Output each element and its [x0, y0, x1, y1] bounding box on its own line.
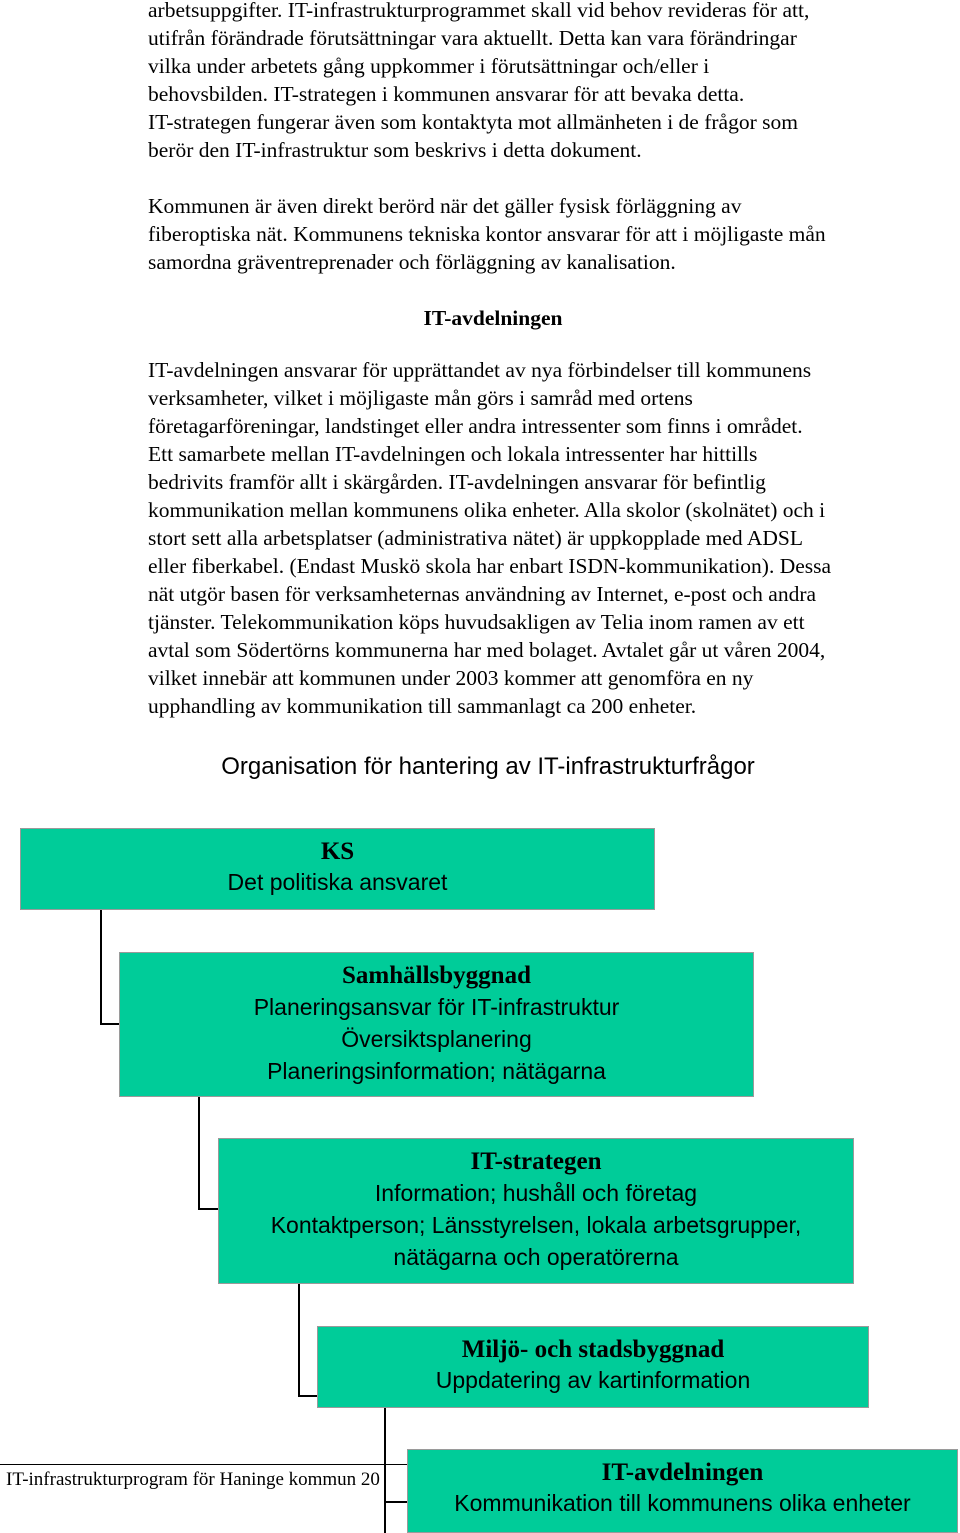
connector-line [384, 1407, 386, 1533]
connector-line [384, 1501, 408, 1503]
text-line: IT-strategen fungerar även som kontaktyta mot allmänheten i de frågor som [148, 110, 798, 134]
paragraph-kommunen [148, 192, 938, 276]
text-line: upphandling av kommunikation till sammanlagt ca 200 enheter. [148, 694, 697, 718]
org-box-miljo-och-stadsbyggnad [317, 1326, 869, 1408]
footer-text: IT-infrastrukturprogram för Haninge kommun 20 [6, 1469, 380, 1490]
org-box-line: Kommunikation till kommunens olika enheter [454, 1490, 911, 1516]
text-line: tjänster. Telekommunikation köps huvudsakligen av Telia inom ramen av ett [148, 610, 805, 634]
org-box-title: Samhällsbyggnad [342, 962, 531, 989]
section-heading: IT-avdelningen [423, 306, 563, 330]
org-box-ks [20, 828, 655, 910]
org-box-samhallsbyggnad [119, 952, 754, 1097]
org-box-title: Miljö- och stadsbyggnad [461, 1336, 725, 1363]
text-line: IT-avdelningen ansvarar för upprättandet av nya förbindelser till kommunens [148, 358, 812, 382]
text-line: behovsbilden. IT-strategen i kommunen ansvarar för att bevaka detta. [148, 82, 745, 106]
connector-line [100, 1023, 120, 1025]
text-line: utifrån förändrade förutsättningar vara aktuellt. Detta kan vara förändringar [148, 26, 797, 50]
org-box-line: Information; hushåll och företag [374, 1180, 698, 1206]
org-box-line: nätägarna och operatörerna [393, 1244, 679, 1270]
paragraph-intro [148, 0, 938, 164]
org-box-title: IT-strategen [470, 1148, 602, 1175]
connector-line [298, 1395, 318, 1397]
paragraph-it-avdelningen [148, 356, 938, 720]
connector-line [298, 1283, 300, 1397]
text-line: stort sett alla arbetsplatser (administrativa nätet) är uppkopplade med ADSL [148, 526, 803, 550]
text-line: nät utgör basen för verksamheternas användning av Internet, e-post och andra [148, 582, 817, 606]
connector-line [100, 909, 102, 1025]
text-line: avtal som Södertörns kommunerna har med bolaget. Avtalet går ut våren 2004, [148, 638, 826, 662]
org-box-title: IT-avdelningen [601, 1459, 764, 1486]
connector-line [198, 1208, 218, 1210]
text-line: vilket innebär att kommunen under 2003 kommer att genomföra en ny [148, 666, 754, 690]
text-line: vilka under arbetets gång uppkommer i förutsättningar och/eller i [148, 54, 710, 78]
org-box-line: Planeringsansvar för IT-infrastruktur [253, 994, 620, 1020]
org-box-it-avdelningen [407, 1449, 958, 1533]
org-box-line: Planeringsinformation; nätägarna [267, 1058, 606, 1084]
footer-rule [0, 1464, 410, 1465]
text-line: kommunikation mellan kommunens olika enheter. Alla skolor (skolnätet) och i [148, 498, 826, 522]
text-line: berör den IT-infrastruktur som beskrivs i detta dokument. [148, 138, 642, 162]
org-box-line: Kontaktperson; Länsstyrelsen, lokala arbetsgrupper, [270, 1212, 802, 1238]
text-line: Kommunen är även direkt berörd när det gäller fysisk förläggning av [148, 194, 742, 218]
connector-line [198, 1096, 200, 1210]
text-line: arbetsuppgifter. IT-infrastrukturprogrammet skall vid behov revideras för att, [148, 0, 810, 22]
org-box-line: Översiktsplanering [341, 1026, 532, 1052]
text-line: verksamheter, vilket i möjligaste mån görs i samråd med ortens [148, 386, 693, 410]
org-box-line: Uppdatering av kartinformation [435, 1367, 751, 1393]
org-chart-title: Organisation för hantering av IT-infrastrukturfrågor [221, 753, 755, 780]
text-line: Ett samarbete mellan IT-avdelningen och lokala intressenter har hittills [148, 442, 758, 466]
org-box-title: KS [320, 838, 355, 865]
org-box-it-strategen [218, 1138, 854, 1284]
text-line: bedrivits framför allt i skärgården. IT-avdelningen ansvarar för befintlig [148, 470, 766, 494]
text-line: samordna gräventreprenader och förläggning av kanalisation. [148, 250, 676, 274]
org-box-line: Det politiska ansvaret [227, 869, 448, 895]
text-line: företagarföreningar, landstinget eller andra intressenter som finns i området. [148, 414, 803, 438]
text-line: fiberoptiska nät. Kommunens tekniska kontor ansvarar för att i möjligaste mån [148, 222, 826, 246]
text-line: eller fiberkabel. (Endast Muskö skola har enbart ISDN-kommunikation). Dessa [148, 554, 832, 578]
